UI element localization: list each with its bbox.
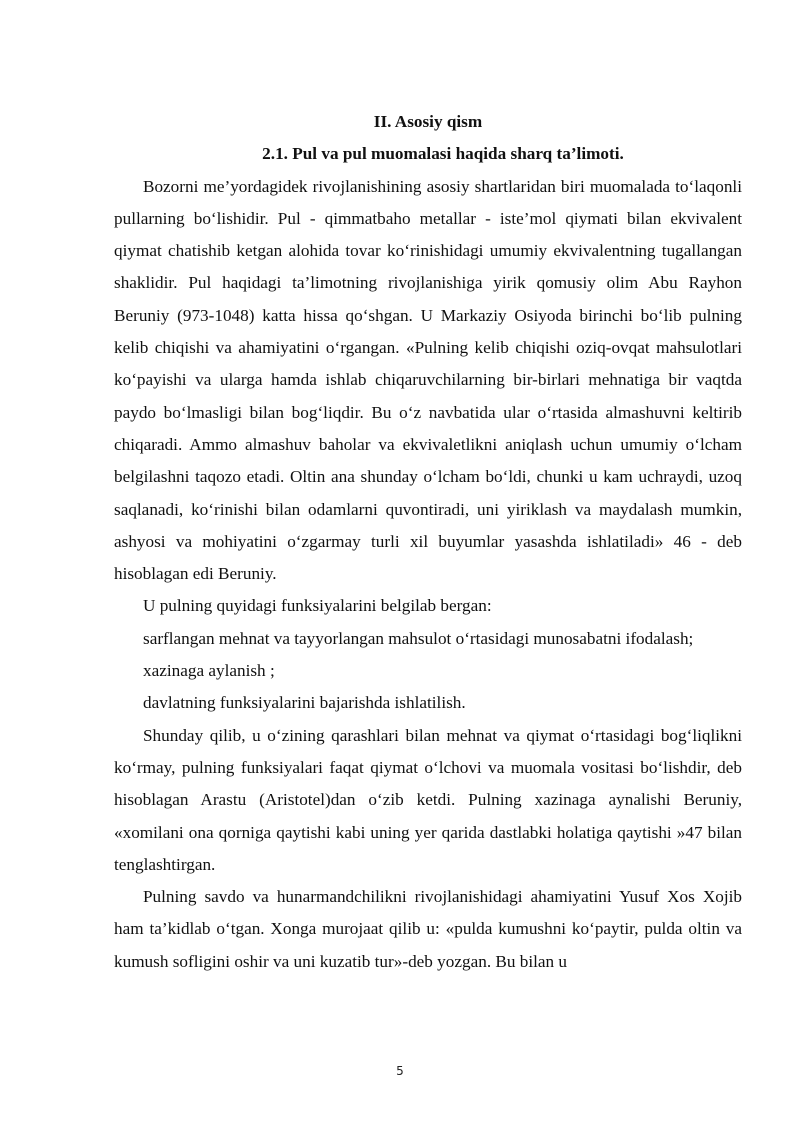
list-item: sarflangan mehnat va tayyorlangan mahsulot o‘rtasidagi munosabatni ifodalash; — [143, 628, 694, 648]
paragraph: U pulning quyidagi funksiyalarini belgilab bergan: — [143, 596, 492, 616]
list-item: davlatning funksiyalarini bajarishda ishlatilish. — [143, 693, 466, 713]
paragraph: Bozorni me’yordagidek rivojlanishining asosiy shartlaridan biri muomalada to‘laqonli pullarning bo‘lishidir. Pul - qimmatbaho metallar - iste’mol qiymati bilan ekvivalent qiymat chatishib ketgan alohida tovar ko‘rinishidagi umumiy ekvivalentning tugallangan shaklidir. Pul haqidagi ta’limotning rivojlanishiga yirik qomusiy olim Abu Rayhon Beruniy (973-1048) katta hissa qo‘shgan. U Markaziy Osiyoda birinchi bo‘lib pulning kelib chiqishi va ahamiyatini o‘rgangan. «Pulning kelib chiqishi oziq-ovqat mahsulotlari ko‘payishi va ularga hamda ishlab chiqaruvchilarning bir-birlari mehnatiga bir vaqtda paydo bo‘lmasligi bilan bog‘liqdir. Bu o‘z navbatida ular o‘rtasida almashuvni keltirib chiqaradi. Ammo almashuv baholar va ekvivaletlikni aniqlash uchun umumiy o‘lcham belgilashni taqozo etadi. Oltin ana shunday o‘lcham bo‘ldi, chunki u kam uchraydi, uzoq saqlanadi, ko‘rinishi bilan odamlarni quvontiradi, uni yiriklash va maydalash mumkin, ashyosi va mohiyatini o‘zgarmay turli xil buyumlar yasashda ishlatiladi» 46 - deb hisoblagan edi Beruniy. — [114, 176, 742, 584]
paragraph: Pulning savdo va hunarmandchilikni rivojlanishidagi ahamiyatini Yusuf Xos Xojib ham ta’kidlab o‘tgan. Xonga murojaat qilib u: «pulda kumushni ko‘paytir, pulda oltin va kumush sofligini oshir va uni kuzatib tur»-deb yozgan. Bu bilan u — [114, 887, 742, 971]
page-number: 5 — [396, 1064, 404, 1078]
subsection-heading: 2.1. Pul va pul muomalasi haqida sharq ta’limoti. — [262, 144, 624, 164]
page-content — [114, 106, 742, 978]
paragraph: Shunday qilib, u o‘zining qarashlari bilan mehnat va qiymat o‘rtasidagi bog‘liqlikni ko‘rmay, pulning funksiyalari faqat qiymat o‘lchovi va muomala vositasi bo‘lishdir, deb hisoblagan Arastu (Aristotel)dan o‘zib ketdi. Pulning xazinaga aynalishi Beruniy, «xomilani ona qorniga qaytishi kabi uning yer qarida dastlabki holatiga qaytishi »47 bilan tenglashtirgan. — [114, 725, 742, 874]
section-heading: II. Asosiy qism — [373, 112, 483, 131]
list-item: xazinaga aylanish ; — [143, 661, 275, 681]
